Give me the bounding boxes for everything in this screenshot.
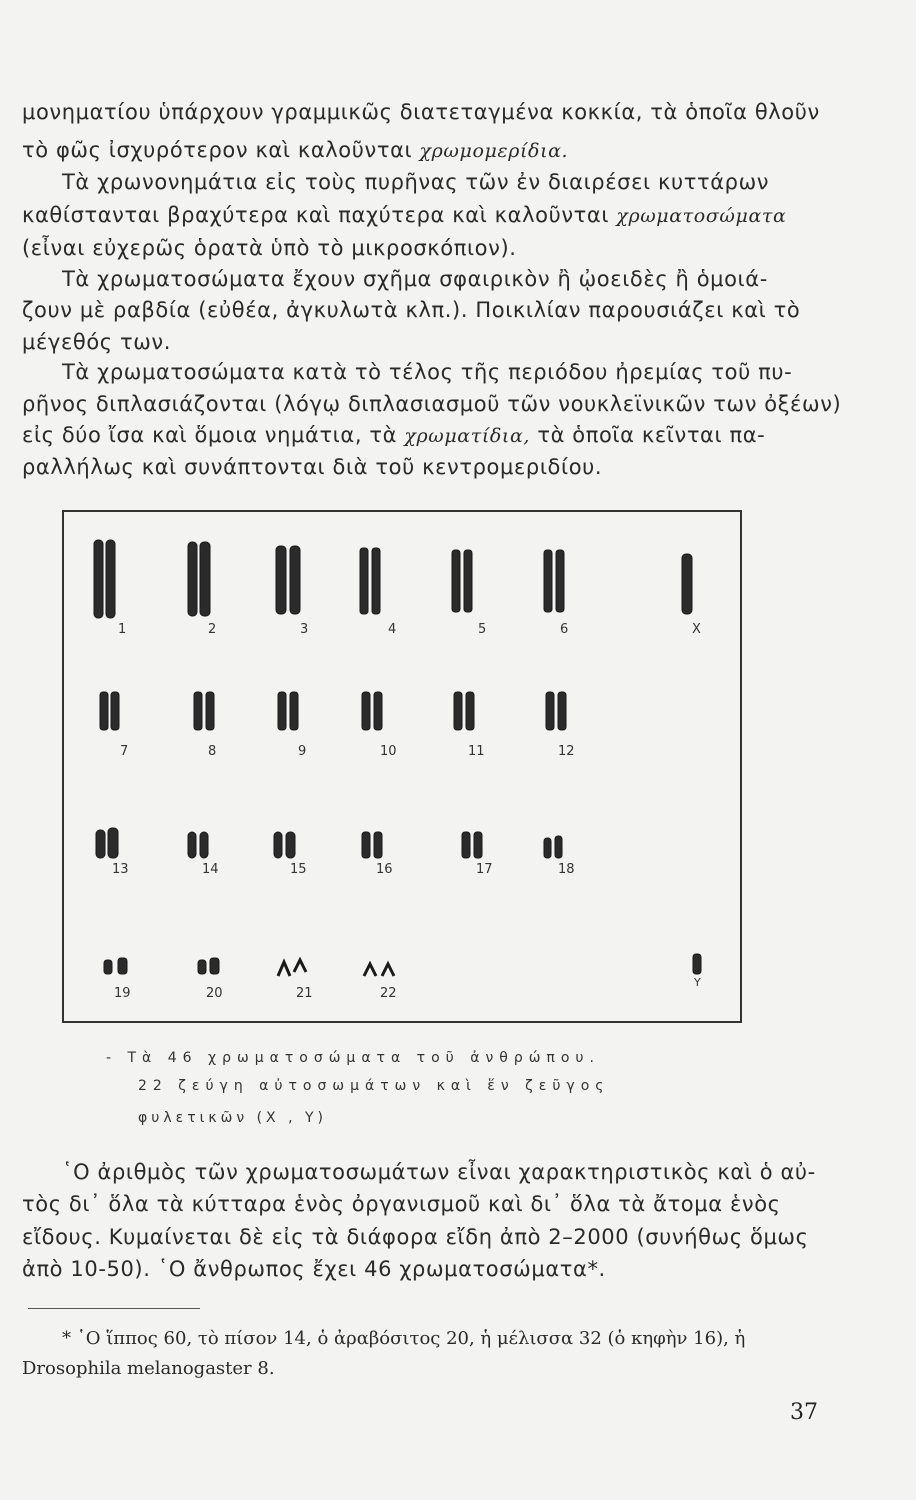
chromosome-pair-3: [276, 546, 300, 614]
chromosome-label: 3: [300, 622, 309, 637]
karyotype-figure: [62, 510, 742, 1023]
chromosome-pair-21: [278, 960, 306, 976]
body-text-line: μέγεθός των.: [22, 330, 172, 354]
body-text-line: ῾Ο ἀριθμὸς τῶν χρωματοσωμάτων εἶναι χαρακτηριστικὸς καὶ ὁ αὐ-: [62, 1160, 816, 1184]
chromosome-label: 15: [290, 862, 307, 877]
body-text: τὰ ὁποῖα κεῖνται πα-: [537, 423, 766, 447]
chromosome-label: 2: [208, 622, 217, 637]
chromosome-label: 4: [388, 622, 397, 637]
chromosome-label: 11: [468, 744, 485, 759]
chromosome-y: [693, 954, 701, 974]
chromosome-pair-6: [544, 550, 564, 612]
chromosome-pair-9: [278, 692, 298, 730]
body-text-line: ρῆνος διπλασιάζονται (λόγῳ διπλασιασμοῦ τῶν νουκλεϊνικῶν των ὀξέων): [22, 392, 842, 416]
chromosome-pair-18: [544, 836, 562, 858]
chromosome-label: 21: [296, 986, 313, 1001]
chromosome-label: Y: [694, 976, 701, 989]
chromosome-label: 13: [112, 862, 129, 877]
chromosome-label: 9: [298, 744, 307, 759]
karyotype-chromosomes: [64, 510, 740, 1023]
term-italic: χρωματοσώματα: [616, 205, 787, 227]
chromosome-pair-2: [188, 542, 210, 616]
footnote-rule: [28, 1308, 200, 1309]
body-text-line: (εἶναι εὐχερῶς ὁρατὰ ὑπὸ τὸ μικροσκόπιον).: [22, 236, 517, 260]
body-text-line: μονηματίου ὑπάρχουν γραμμικῶς διατεταγμένα κοκκία, τὰ ὁποῖα θλοῦν: [22, 100, 820, 124]
body-text-line: [22, 423, 765, 447]
chromosome-pair-7: [100, 692, 119, 730]
chromosome-label: 7: [120, 744, 129, 759]
chromosome-label: 14: [202, 862, 219, 877]
chromosome-label: 19: [114, 986, 131, 1001]
chromosome-pair-4: [360, 548, 380, 614]
body-text: εἰς δύο ἴσα καὶ ὅμοια νημάτια, τὰ: [22, 423, 398, 447]
chromosome-pair-5: [452, 550, 472, 612]
chromosome-label: 1: [118, 622, 127, 637]
term-italic: χρωματίδια,: [404, 425, 531, 447]
chromosome-label: 18: [558, 862, 575, 877]
footnote-line: Drosophila melanogaster 8.: [22, 1358, 275, 1379]
body-text-line: [22, 138, 568, 162]
chromosome-pair-19: [104, 958, 127, 974]
chromosome-pair-14: [188, 832, 208, 858]
chromosome-label: 22: [380, 986, 397, 1001]
body-text: καθίστανται βραχύτερα καὶ παχύτερα καὶ καλοῦνται: [22, 203, 610, 227]
chromosome-pair-16: [362, 832, 382, 858]
chromosome-pair-15: [274, 832, 295, 858]
chromosome-pair-1: [94, 540, 115, 618]
body-text-line: τὸς δι᾽ ὅλα τὰ κύτταρα ἑνὸς ὀργανισμοῦ καὶ δι᾽ ὅλα τὰ ἄτομα ἑνὸς: [22, 1192, 781, 1216]
chromosome-pair-22: [364, 964, 394, 976]
body-text-line: Τὰ χρωματοσώματα κατὰ τὸ τέλος τῆς περιόδου ἠρεμίας τοῦ πυ-: [62, 360, 793, 384]
chromosome-pair-12: [546, 692, 566, 730]
body-text-line: ραλλήλως καὶ συνάπτονται διὰ τοῦ κεντρομεριδίου.: [22, 455, 603, 479]
chromosome-pair-13: [96, 828, 118, 858]
chromosome-label: 5: [478, 622, 487, 637]
chromosome-label: X: [692, 622, 701, 637]
chromosome-pair-17: [462, 832, 482, 858]
chromosome-label: 6: [560, 622, 569, 637]
figure-caption-line: - Τὰ 46 χρωματοσώματα τοῦ ἀνθρώπου.: [106, 1050, 600, 1066]
chromosome-label: 16: [376, 862, 393, 877]
chromosome-label: 20: [206, 986, 223, 1001]
body-text-line: ζουν μὲ ραβδία (εὐθέα, ἀγκυλωτὰ κλπ.). Ποικιλίαν παρουσιάζει καὶ τὸ: [22, 298, 801, 322]
chromosome-pair-20: [198, 958, 219, 974]
chromosome-label: 12: [558, 744, 575, 759]
body-text-line: [22, 203, 786, 227]
body-text-line: εἴδους. Κυμαίνεται δὲ εἰς τὰ διάφορα εἴδη ἀπὸ 2–2000 (συνήθως ὅμως: [22, 1225, 809, 1249]
body-text: τὸ φῶς ἰσχυρότερον καὶ καλοῦνται: [22, 138, 413, 162]
figure-caption-line: φυλετικῶν (Χ , Υ): [138, 1110, 328, 1126]
figure-caption-line: 22 ζεύγη αὐτοσωμάτων καὶ ἕν ζεῦγος: [138, 1078, 610, 1094]
chromosome-label: 10: [380, 744, 397, 759]
chromosome-x: [682, 554, 692, 614]
body-text-line: Τὰ χρωνονημάτια εἰς τοὺς πυρῆνας τῶν ἐν διαιρέσει κυττάρων: [62, 170, 770, 194]
chromosome-label: 17: [476, 862, 493, 877]
chromosome-pair-11: [454, 692, 474, 730]
chromosome-pair-8: [194, 692, 214, 730]
page-number: 37: [790, 1400, 818, 1425]
chromosome-pair-10: [362, 692, 382, 730]
term-italic: χρωμομερίδια.: [419, 140, 569, 162]
body-text-line: Τὰ χρωματοσώματα ἔχουν σχῆμα σφαιρικὸν ἢ ᾠοειδὲς ἢ ὁμοιά-: [62, 267, 768, 291]
footnote-line: * ῾Ο ἵππος 60, τὸ πίσον 14, ὁ ἀραβόσιτος 20, ἡ μέλισσα 32 (ὁ κηφὴν 16), ἡ: [62, 1328, 746, 1349]
body-text-line: ἀπὸ 10-50). ῾Ο ἄνθρωπος ἔχει 46 χρωματοσώματα*.: [22, 1257, 606, 1281]
chromosome-label: 8: [208, 744, 217, 759]
